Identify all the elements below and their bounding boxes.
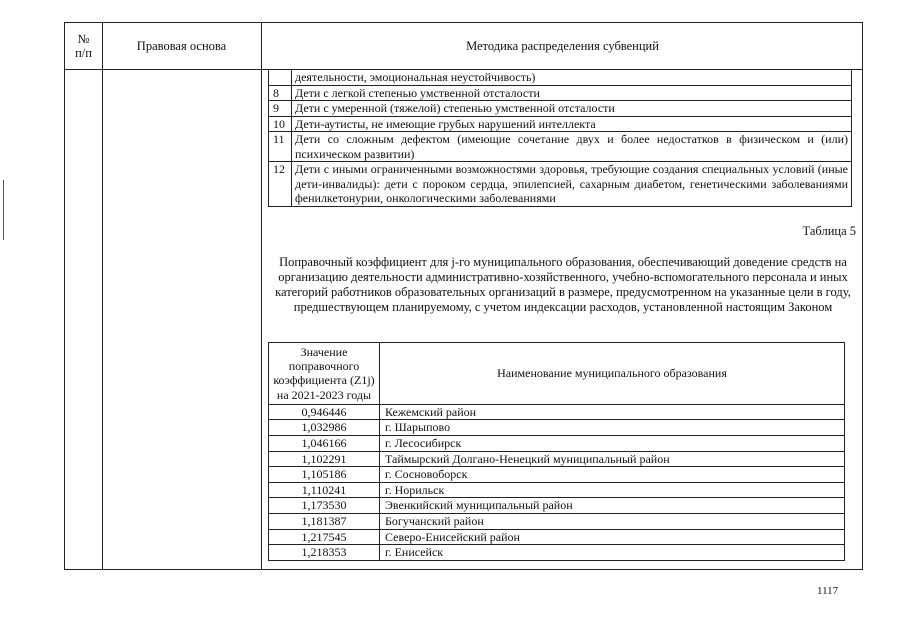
- category-row: [269, 101, 852, 117]
- category-text: Дети со сложным дефектом (имеющие сочетание двух и более недостатков в физическом и (или) психическом развитии): [292, 132, 852, 162]
- category-text: Дети-аутисты, не имеющие грубых нарушений интеллекта: [292, 116, 852, 132]
- page-number: 1117: [817, 585, 839, 597]
- table-row: [269, 545, 845, 561]
- table-row: [269, 436, 845, 452]
- header-methodology: Методика распределения субвенций: [466, 39, 659, 53]
- coefficient-value: 1,046166: [269, 436, 380, 452]
- coefficient-value: 1,173530: [269, 498, 380, 514]
- column-header-value: Значение поправочного коэффициента (Z1j) на 2021-2023 годы: [269, 343, 380, 405]
- municipality-name: Кежемский район: [380, 404, 845, 420]
- coefficient-value: 1,102291: [269, 451, 380, 467]
- coefficient-value: 1,218353: [269, 545, 380, 561]
- coefficient-value: 0,946446: [269, 404, 380, 420]
- main-table: [64, 22, 863, 570]
- table-row: [269, 451, 845, 467]
- coefficient-value: 1,217545: [269, 529, 380, 545]
- category-number: 10: [269, 116, 292, 132]
- table-row: [269, 420, 845, 436]
- header-number: [65, 23, 102, 69]
- category-number: 12: [269, 162, 292, 207]
- category-row: [269, 132, 852, 162]
- table-row: [269, 529, 845, 545]
- category-row: [269, 70, 852, 85]
- categories-table: [268, 70, 852, 207]
- header-number-line1: №: [77, 32, 90, 46]
- table-row: [269, 404, 845, 420]
- category-row: [269, 162, 852, 207]
- municipality-name: Северо-Енисейский район: [380, 529, 845, 545]
- coefficient-value: 1,110241: [269, 482, 380, 498]
- municipality-name: г. Енисейск: [380, 545, 845, 561]
- coefficient-value: 1,105186: [269, 467, 380, 483]
- coefficient-table: [268, 342, 845, 561]
- table-label: Таблица 5: [802, 224, 856, 238]
- table-row: [269, 498, 845, 514]
- column-divider-2: [261, 23, 262, 569]
- municipality-name: Таймырский Долгано-Ненецкий муниципальный район: [380, 451, 845, 467]
- table-row: [269, 513, 845, 529]
- category-number: 11: [269, 132, 292, 162]
- category-text: Дети с умеренной (тяжелой) степенью умственной отсталости: [292, 101, 852, 117]
- table-row: [269, 467, 845, 483]
- category-row: [269, 85, 852, 101]
- municipality-name: Богучанский район: [380, 513, 845, 529]
- municipality-name: г. Норильск: [380, 482, 845, 498]
- table-row: [269, 482, 845, 498]
- header-legal-basis: Правовая основа: [136, 39, 227, 53]
- coefficient-value: 1,032986: [269, 420, 380, 436]
- category-text: Дети с иными ограниченными возможностями здоровья, требующие создания специальных условий (иные дети-инвалиды): дети с пороком сердца, эпилепсией, сахарным диабетом, генетическими заболеваниями фенилкетонурии, онкологическими заболеваниями: [292, 162, 852, 207]
- category-number: [269, 70, 292, 85]
- coefficient-value: 1,181387: [269, 513, 380, 529]
- column-divider-1: [102, 23, 103, 569]
- municipality-name: г. Лесосибирск: [380, 436, 845, 452]
- category-text: Дети с легкой степенью умственной отсталости: [292, 85, 852, 101]
- municipality-name: г. Сосновоборск: [380, 467, 845, 483]
- margin-mark: [3, 180, 4, 240]
- table-title: Поправочный коэффициент для j-го муниципального образования, обеспечивающий доведение средств на организацию деятельности административно-хозяйственного, учебно-вспомогательного персонала и иных категорий работников образовательных организаций в размере, предусмотренном на указанные цели в году, предшествующем планируемому, с учетом индексации расходов, установленной настоящим Законом: [275, 255, 851, 314]
- category-number: 9: [269, 101, 292, 117]
- category-number: 8: [269, 85, 292, 101]
- column-header-municipality: Наименование муниципального образования: [380, 343, 845, 405]
- category-row: [269, 116, 852, 132]
- header-number-line2: п/п: [75, 46, 92, 60]
- municipality-name: Эвенкийский муниципальный район: [380, 498, 845, 514]
- coefficient-header-row: [269, 343, 845, 405]
- municipality-name: г. Шарыпово: [380, 420, 845, 436]
- category-text: деятельности, эмоциональная неустойчивость): [292, 70, 852, 85]
